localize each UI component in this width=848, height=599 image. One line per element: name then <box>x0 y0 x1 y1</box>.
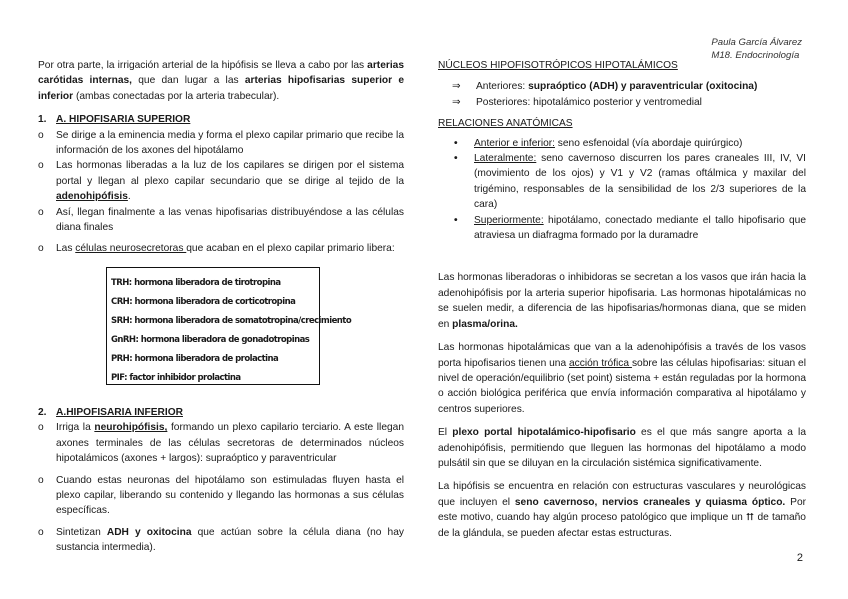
hormone-line: TRH: hormona liberadora de tirotropina <box>111 277 281 288</box>
list-item: o Sintetizan ADH y oxitocina que actúan sobre la célula diana (no hay sustancia intermedia). <box>38 525 404 556</box>
list-item: o Las hormonas liberadas a la luz de los capilares se dirigen por el sistema portal y llegan al plexo capilar secundario que se dirige al tejido de la adenohipófisis. <box>38 158 404 204</box>
nuclei-heading: NÚCLEOS HIPOFISOTRÓPICOS HIPOTALÁMICOS <box>438 60 678 71</box>
superior-list <box>38 128 404 257</box>
list-item: o Cuando estas neuronas del hipotálamo son estimuladas fluyen hasta el plexo capilar, liberando su contenido y llegando las hormonas a sus células específicas. <box>38 473 404 519</box>
inferior-list <box>38 420 404 555</box>
paragraph-secretion: Las hormonas liberadoras o inhibidoras se secretan a los vasos que irán hacia la adenohipófisis por la arteria superior hipofisaria. Las hormonas hipotalámicas no se suelen medir, a diferencia de las hipofisarias/hormonas diana, que se miden en plasma/orina. <box>438 272 806 330</box>
hormone-box <box>106 267 352 385</box>
right-column <box>438 58 806 541</box>
list-item: ⇒ Posteriores: hipotalámico posterior y ventromedial <box>438 95 806 110</box>
section-heading-inferior: 2. A.HIPOFISARIA INFERIOR <box>38 406 183 418</box>
list-item: o Las células neurosecretoras que acaban en el plexo capilar primario libera: <box>38 241 404 256</box>
list-item: • Lateralmente: seno cavernoso discurren los pares craneales III, IV, VI (movimiento de los ojos) y V1 y V2 (ramas oftálmica y maxilar del trigémino, responsables de la sensibilidad de los 2/3 superiores de la cara) <box>454 153 806 211</box>
hormone-line: CRH: hormona liberadora de corticotropina <box>111 296 296 307</box>
header-course: M18. Endocrinología <box>711 50 800 61</box>
bullet-icon: • <box>454 137 458 149</box>
relations-heading: RELACIONES ANATÓMICAS <box>438 118 573 130</box>
list-item: • Anterior e inferior: seno esfenoidal (vía abordaje quirúrgico) <box>438 136 806 151</box>
paragraph-trophic: Las hormonas hipotalámicas que van a la adenohipófisis a través de los vasos porta hipofisarios tienen una acción trófica sobre las células hipofisarias: situan el nivel de operación/equilibrio (set point) sistema + están reguladas por la hormona o acción biológica periférica que envía información comparativa al hipotálamo y centros superiores. <box>438 342 806 415</box>
list-item: o Irriga la neurohipófisis, formando un plexo capilario terciario. A este llegan axones terminales de las células secretoras de determinados núcleos hipotalámicos (axones + largos): supraóptico y paraventricular <box>38 420 404 466</box>
hormone-line: GnRH: hormona liberadora de gonadotropinas <box>111 334 310 345</box>
list-item: • Superiormente: hipotálamo, conectado mediante el tallo hipofisario que atraviesa un diafragma formado por la duramadre <box>454 214 806 242</box>
hormone-line: PIF: factor inhibidor prolactina <box>111 372 241 383</box>
page-number: 2 <box>796 552 803 564</box>
arrow-icon: ⇒ <box>452 96 461 108</box>
arrow-icon: ⇒ <box>452 81 461 93</box>
hormone-line: SRH: hormona liberadora de somatotropina/crecimiento <box>111 315 352 326</box>
hormone-line: PRH: hormona liberadora de prolactina <box>111 353 279 364</box>
intro-paragraph: Por otra parte, la irrigación arterial de la hipófisis se lleva a cabo por las arterias carótidas internas, que dan lugar a las arterias hipofisarias superior e inferior (ambas conectadas por la arteria trabecular). <box>38 60 405 102</box>
bullet-icon: • <box>454 214 458 226</box>
increase-arrows-icon: ⮅ <box>746 512 755 524</box>
bullet-icon: • <box>454 153 458 165</box>
paragraph-portal: El plexo portal hipotalámico-hipofisario es el que más sangre aporta a la adenohipófisis, permitiendo que lleguen las hormonas del hipotálamo a modo pulsátil sin que se diluyan en la circulación sistémica significativamente. <box>438 427 806 469</box>
list-item: o Así, llegan finalmente a las venas hipofisarias distribuyéndose a las células diana finales <box>38 205 404 236</box>
header-author: Paula García Álvarez <box>711 37 802 48</box>
paragraph-relations: La hipófisis se encuentra en relación con estructuras vasculares y neurológicas que incluyen el seno cavernoso, nervios craneales y quiasma óptico. Por este motivo, cuando hay algún proceso patológico que implique un ⮅ de tamaño de la glándula, se pueden afectar estas estructuras. <box>438 481 806 539</box>
list-item: o Se dirige a la eminencia media y forma el plexo capilar primario que recibe la información de los axones del hipotálamo <box>38 128 404 159</box>
left-column <box>38 58 404 556</box>
section-heading-superior: 1. A. HIPOFISARIA SUPERIOR <box>38 114 191 126</box>
list-item: ⇒ Anteriores: supraóptico (ADH) y paraventricular (oxitocina) <box>438 79 806 94</box>
nuclei-list <box>438 79 806 110</box>
relations-list <box>438 136 806 244</box>
